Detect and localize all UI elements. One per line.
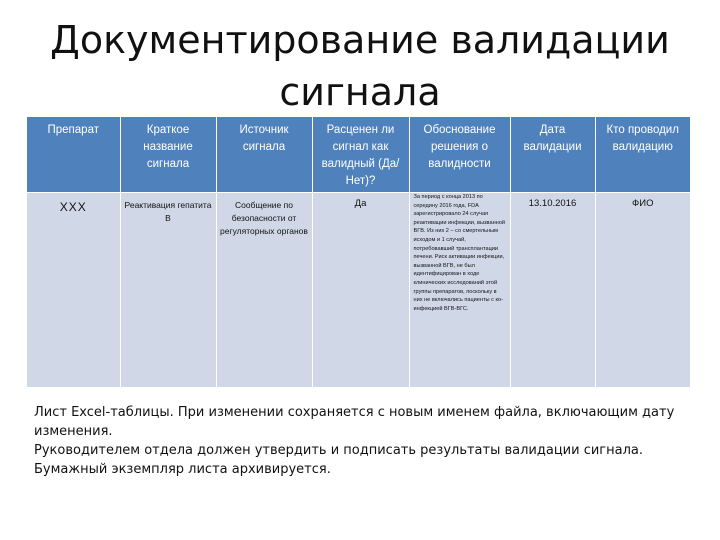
- cell-drug: XXX: [27, 193, 120, 388]
- table-row: [27, 193, 690, 388]
- slide-title-line-1: Документирование валидации: [50, 18, 670, 62]
- header-drug: Препарат: [27, 117, 120, 193]
- slide-title: [0, 14, 720, 118]
- note-excel-sheet: Лист Excel-таблицы. При изменении сохраняется с новым именем файла, включающим дату изменения.: [34, 405, 675, 439]
- note-approval: Руководителем отдела должен утвердить и подписать результаты валидации сигнала.: [34, 443, 644, 458]
- header-signal-source: Источник сигнала: [216, 117, 312, 193]
- cell-validator: ФИО: [595, 193, 690, 388]
- header-validation-date: Дата валидации: [510, 117, 595, 193]
- notes-text: [34, 403, 704, 479]
- table-header-row: [27, 117, 690, 193]
- cell-justification: За период с конца 2013 по середину 2016 года, FDA зарегистрировало 24 случая реактивации инфекции, вызванной ВГВ. Из них 2 – со смертельным исходом и 1 случай, потребовавший трансплантации печени. Риск активации инфекции, вызванной ВГВ, не был идентифицирован в ходе клинических исследований этой группы препаратов, поскольку в них не включались пациенты с ко-инфекцией ВГВ-ВГС.: [409, 193, 510, 388]
- slide-title-line-2: сигнала: [279, 70, 441, 114]
- cell-signal-name: Реактивация гепатита В: [120, 193, 216, 388]
- signal-validation-table: [27, 117, 690, 387]
- header-justification: Обоснование решения о валидности: [409, 117, 510, 193]
- header-signal-name: Краткое название сигнала: [120, 117, 216, 193]
- header-is-valid: Расценен ли сигнал как валидный (Да/Нет)?: [312, 117, 409, 193]
- cell-validation-date: 13.10.2016: [510, 193, 595, 388]
- note-archive: Бумажный экземпляр листа архивируется.: [34, 462, 331, 477]
- cell-is-valid: Да: [312, 193, 409, 388]
- cell-signal-source: Сообщение по безопасности от регуляторных органов: [216, 193, 312, 388]
- header-validator: Кто проводил валидацию: [595, 117, 690, 193]
